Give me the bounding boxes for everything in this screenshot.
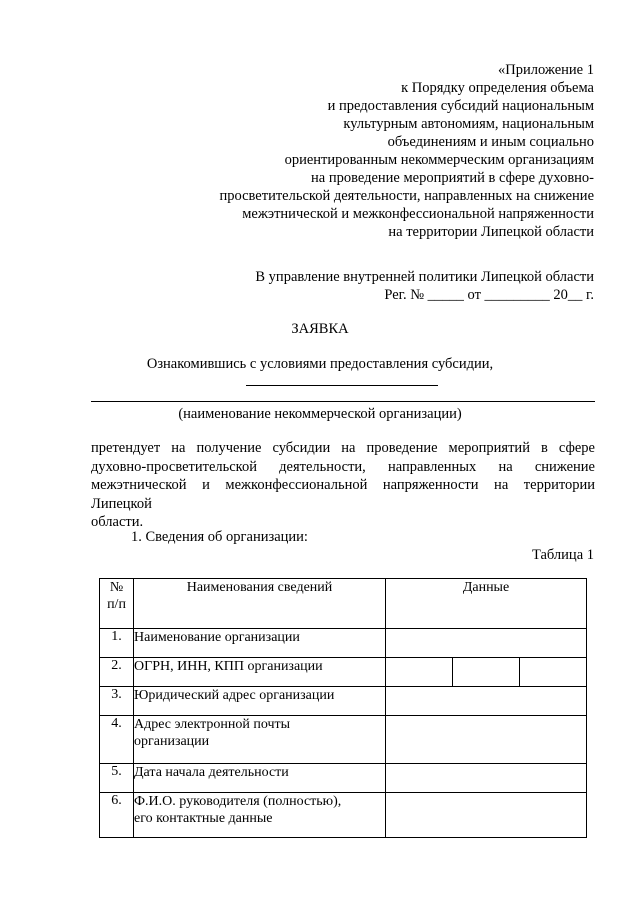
appendix-line: на территории Липецкой области — [388, 224, 594, 240]
row-number: 1. — [100, 629, 134, 658]
appendix-line: к Порядку определения объема — [401, 80, 594, 96]
appendix-line: просветительской деятельности, направленных на снижение — [219, 188, 594, 204]
row-name-line: Ф.И.О. руководителя (полностью), — [134, 794, 342, 809]
document-title: ЗАЯВКА — [291, 321, 349, 337]
row-number: 3. — [100, 687, 134, 716]
body-paragraph — [91, 439, 595, 532]
section-heading: 1. Сведения об организации: — [131, 529, 308, 545]
organization-caption: (наименование некоммерческой организации) — [178, 406, 462, 422]
row-number: 4. — [100, 716, 134, 764]
row-name — [134, 629, 386, 658]
row-name-line: его контактные данные — [134, 811, 273, 826]
row-number: 5. — [100, 764, 134, 793]
row-name — [134, 764, 386, 793]
row-data-cell[interactable] — [386, 716, 587, 764]
row-name — [134, 687, 386, 716]
appendix-line: объединениям и иным социально — [387, 134, 594, 150]
row-name — [134, 793, 386, 838]
appendix-line: межэтнической и межконфессиональной напряженности — [242, 206, 594, 222]
row-data-cell[interactable] — [386, 629, 587, 658]
row-name-line: Дата начала деятельности — [134, 765, 289, 780]
appendix-line: ориентированным некоммерческим организациям — [284, 152, 594, 168]
table-label: Таблица 1 — [531, 547, 594, 563]
row-name-line: Адрес электронной почты — [134, 717, 291, 732]
row-name — [134, 716, 386, 764]
header-number-symbol: № — [109, 580, 124, 595]
row-data-cell[interactable] — [386, 764, 587, 793]
header-number-abbrev: п/п — [107, 597, 126, 612]
header-data: Данные — [386, 579, 587, 629]
appendix-line: и предоставления субсидий национальным — [327, 98, 594, 114]
ogrn-value-cell[interactable] — [386, 658, 452, 686]
paragraph-line: претендует на получение субсидии на проведение мероприятий в сфере — [91, 440, 595, 456]
table-row — [100, 629, 587, 658]
table-row — [100, 793, 587, 838]
recipient-line: В управление внутренней политики Липецкой области — [255, 269, 594, 285]
row-data-cell[interactable] — [386, 793, 587, 838]
header-name: Наименования сведений — [134, 579, 386, 629]
organization-info-table — [99, 578, 587, 838]
organization-name-line — [91, 401, 595, 402]
inn-value-cell[interactable] — [452, 658, 519, 686]
row-data-cell[interactable] — [386, 687, 587, 716]
row-data-split-cell — [386, 658, 587, 687]
appendix-line: «Приложение 1 — [498, 62, 594, 78]
row-name — [134, 658, 386, 687]
kpp-value-cell[interactable] — [519, 658, 586, 686]
table-row — [100, 764, 587, 793]
table-row — [100, 687, 587, 716]
row-number: 2. — [100, 658, 134, 687]
paragraph-line: духовно-просветительской деятельности, направленных на снижение — [91, 458, 595, 475]
header-number — [100, 579, 134, 629]
row-name-line: организации — [134, 734, 210, 749]
row-name-line: Наименование организации — [134, 630, 300, 645]
row-name-line: Юридический адрес организации — [134, 688, 335, 703]
table-row — [100, 716, 587, 764]
paragraph-line: межэтнической и межконфессиональной напряженности на территории Липецкой — [91, 477, 595, 512]
table-row — [100, 658, 587, 687]
registration-line: Рег. № _____ от _________ 20__ г. — [384, 287, 594, 303]
organization-fill-line — [246, 385, 438, 386]
appendix-header — [219, 61, 594, 241]
row-name-line: ОГРН, ИНН, КПП организации — [134, 659, 323, 674]
intro-text: Ознакомившись с условиями предоставления субсидии, — [146, 356, 494, 372]
paragraph-line: области. — [91, 514, 144, 530]
appendix-line: культурным автономиям, национальным — [343, 116, 594, 132]
ogrn-inn-kpp-grid — [386, 658, 586, 686]
row-number: 6. — [100, 793, 134, 838]
table-header-row — [100, 579, 587, 629]
recipient-block — [255, 268, 594, 304]
appendix-line: на проведение мероприятий в сфере духовно- — [311, 170, 594, 186]
